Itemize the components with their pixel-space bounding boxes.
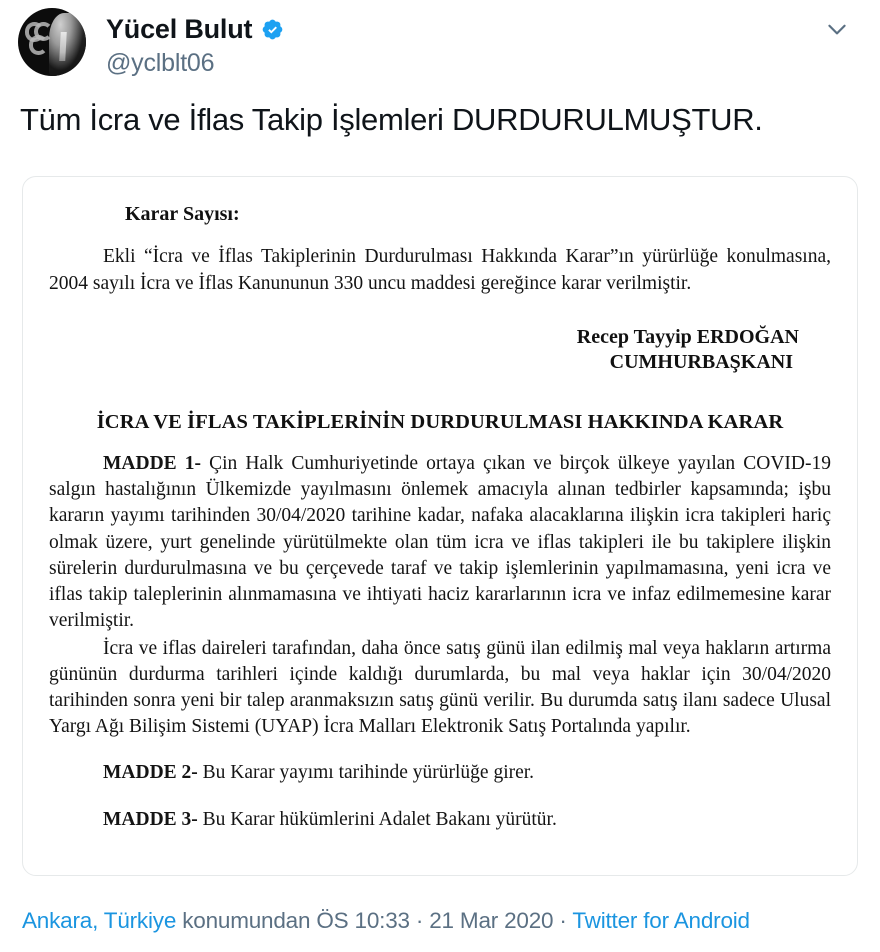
signature-block — [49, 325, 831, 375]
account-handle[interactable]: @yclblt06 — [106, 48, 215, 77]
avatar-logo-mark — [29, 35, 49, 55]
madde-2-label: MADDE 2- — [103, 762, 198, 784]
display-name[interactable]: Yücel Bulut — [106, 14, 253, 44]
avatar[interactable] — [18, 8, 86, 76]
madde-3-label: MADDE 3- — [103, 808, 198, 830]
madde-1-text: Çin Halk Cumhuriyetinde ortaya çıkan ve birçok ülkeye yayılan COVID-19 salgın hastalığının Ülkemizde yayılmasını önlemek amacıyla alınan tedbirler kapsamında; işbu kararın yayımı tarihinden 30/04/2020 tarihine kadar, nafaka alacaklarına ilişkin icra takipleri hariç olmak üzere, yurt genelinde yürütülmekte olan tüm icra ve iflas takipleri ile bu takiplere ilişkin sürelerin durdurulmasına ve bu çerçevede taraf ve takip işlemlerinin yapılmamasına, yeni icra ve iflas takip taleplerinin alınmamasına ve ihtiyati haciz kararlarının icra ve infaz edilmemesine karar verilmiştir. — [49, 453, 831, 632]
tweet-header — [0, 0, 880, 84]
karar-sayisi-label: Karar Sayısı: — [125, 203, 240, 225]
signature-name: Recep Tayyip ERDOĞAN — [576, 326, 799, 349]
tweet-location-link[interactable]: Ankara, Türkiye — [22, 908, 177, 933]
madde-3-paragraph — [49, 807, 831, 833]
avatar-portrait — [49, 13, 86, 76]
document-intro-paragraph: Ekli “İcra ve İflas Takiplerinin Durdurulması Hakkında Karar”ın yürürlüğe konulmasına, 2004 sayılı İcra ve İflas Kanununun 330 uncu maddesi gereğince karar verilmiştir. — [49, 246, 831, 294]
madde-1-label: MADDE 1- — [103, 453, 201, 475]
tweet-timestamp: konumundan ÖS 10:33 · 21 Mar 2020 · — [176, 908, 573, 933]
madde-1-paragraph-2: İcra ve iflas daireleri tarafından, daha önce satış günü ilan edilmiş mal veya hakların artırma gününün durdurma tarihleri içinde kaldığı durumlarda, bu mal veya haklar için 30/04/2020 tarihinden sonra yeni bir talep aranmaksızın satış günü verilir. Bu durumda satış ilanı sadece Ulusal Yargı Ağı Bilişim Sistemi (UYAP) İcra Malları Elektronik Satış Portalında yapılır. — [49, 637, 831, 738]
madde-2-text: Bu Karar yayımı tarihinde yürürlüğe girer. — [197, 762, 535, 784]
chevron-down-icon[interactable] — [824, 16, 850, 42]
signature-title: CUMHURBAŞKANI — [609, 351, 793, 374]
account-identity — [106, 8, 284, 78]
document-title: İCRA VE İFLAS TAKİPLERİNİN DURDURULMASI HAKKINDA KARAR — [96, 411, 784, 434]
tweet-metadata — [22, 908, 750, 934]
attached-document-image[interactable] — [22, 176, 858, 876]
display-name-row — [106, 14, 284, 46]
verified-badge-icon — [261, 18, 284, 41]
document-content — [23, 177, 857, 843]
tweet-text: Tüm İcra ve İflas Takip İşlemleri DURDURULMUŞTUR. — [20, 102, 763, 137]
tweet-source-link[interactable]: Twitter for Android — [572, 908, 750, 933]
madde-1-paragraph — [49, 451, 831, 635]
madde-2-paragraph — [49, 760, 831, 786]
madde-3-text: Bu Karar hükümlerini Adalet Bakanı yürütür. — [197, 808, 557, 830]
